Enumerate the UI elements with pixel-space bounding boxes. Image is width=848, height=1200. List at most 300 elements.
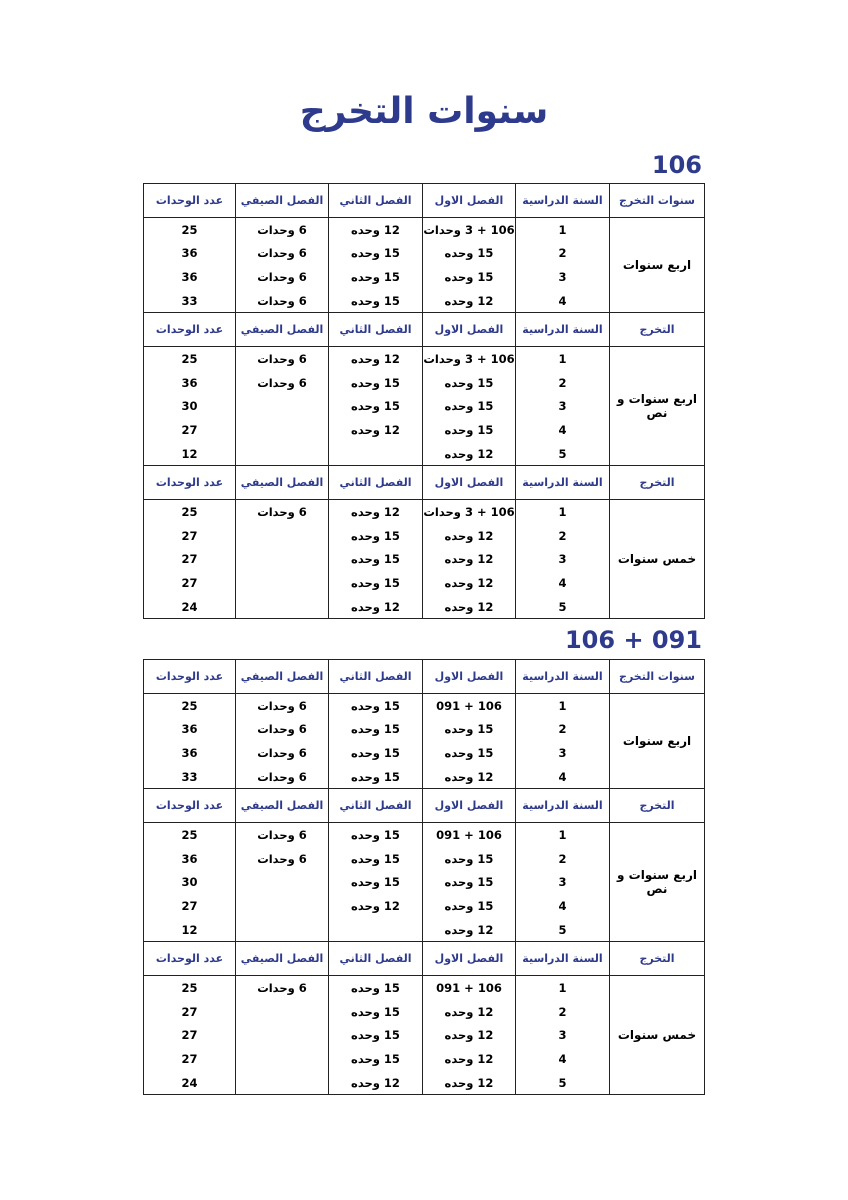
academic-year-cell-text: 3	[558, 399, 567, 414]
first-semester-cell	[423, 548, 516, 572]
first-semester-cell-text: 106 + 091	[436, 828, 502, 843]
units-total-cell-text: 27	[181, 1051, 198, 1066]
academic-year-cell	[516, 694, 610, 718]
summer-semester-header: الفصل الصيفي	[236, 789, 329, 823]
second-semester-cell	[329, 395, 423, 419]
second-semester-cell	[329, 718, 423, 742]
first-semester-cell-text: 12 وحده	[444, 446, 494, 461]
units-total-cell	[144, 442, 236, 466]
units-total-cell	[144, 524, 236, 548]
summer-semester-header: الفصل الصيفي	[236, 466, 329, 500]
units-total-cell	[144, 765, 236, 789]
graduation-duration-cell: اربع سنوات و نص	[610, 823, 705, 942]
academic-year-cell-text: 1	[558, 981, 567, 996]
first-semester-cell	[423, 741, 516, 765]
second-semester-cell	[329, 571, 423, 595]
second-semester-cell	[329, 218, 423, 242]
summer-semester-cell	[236, 1000, 329, 1024]
summer-semester-cell	[236, 847, 329, 871]
first-semester-cell	[423, 524, 516, 548]
first-semester-cell-text: 15 وحده	[444, 269, 494, 284]
units-total-header: عدد الوحدات	[144, 184, 236, 218]
academic-year-cell-text: 3	[558, 745, 567, 760]
second-semester-cell-text: 15 وحده	[351, 1028, 400, 1043]
second-semester-cell-text: 15 وحده	[351, 722, 400, 737]
first-semester-cell	[423, 823, 516, 847]
units-total-cell	[144, 548, 236, 572]
units-total-cell-text: 25	[181, 222, 198, 237]
first-semester-cell-text: 12 وحده	[444, 922, 494, 937]
first-semester-cell	[423, 1000, 516, 1024]
first-semester-cell	[423, 418, 516, 442]
summer-semester-cell	[236, 371, 329, 395]
units-total-cell-text: 36	[181, 745, 198, 760]
first-semester-cell	[423, 347, 516, 371]
first-semester-cell-text: 12 وحده	[444, 769, 494, 784]
academic-year-cell	[516, 548, 610, 572]
academic-year-cell	[516, 265, 610, 289]
units-total-cell-text: 25	[181, 505, 198, 520]
academic-year-cell	[516, 976, 610, 1000]
first-semester-cell	[423, 871, 516, 895]
summer-semester-cell	[236, 1024, 329, 1048]
second-semester-cell	[329, 871, 423, 895]
second-semester-cell	[329, 418, 423, 442]
second-semester-cell-text: 15 وحده	[351, 698, 400, 713]
units-total-cell	[144, 242, 236, 266]
units-total-cell	[144, 694, 236, 718]
second-semester-cell-text: 15 وحده	[351, 981, 400, 996]
second-semester-cell	[329, 976, 423, 1000]
graduation-duration-cell: اربع سنوات	[610, 694, 705, 789]
summer-semester-cell	[236, 418, 329, 442]
academic-year-cell	[516, 442, 610, 466]
first-semester-cell	[423, 500, 516, 524]
first-semester-cell-text: 15 وحده	[444, 722, 494, 737]
summer-semester-cell	[236, 741, 329, 765]
academic-year-cell	[516, 823, 610, 847]
academic-year-cell-text: 2	[558, 246, 567, 261]
academic-year-cell-text: 3	[558, 269, 567, 284]
second-semester-cell	[329, 442, 423, 466]
first-semester-cell	[423, 847, 516, 871]
units-total-cell	[144, 918, 236, 942]
academic-year-cell-text: 4	[558, 1051, 567, 1066]
academic-year-cell	[516, 1071, 610, 1095]
first-semester-cell	[423, 218, 516, 242]
academic-year-cell	[516, 1047, 610, 1071]
first-semester-header: الفصل الاول	[423, 789, 516, 823]
second-semester-cell-text: 15 وحده	[351, 552, 400, 567]
academic-year-header: السنة الدراسية	[516, 660, 610, 694]
header-row	[144, 660, 705, 694]
units-total-cell	[144, 1000, 236, 1024]
academic-year-cell-text: 2	[558, 375, 567, 390]
academic-year-cell-text: 4	[558, 769, 567, 784]
first-semester-cell-text: 15 وحده	[444, 246, 494, 261]
academic-year-header: السنة الدراسية	[516, 184, 610, 218]
first-semester-cell-text: 106 + 3 وحدات	[423, 222, 515, 237]
academic-year-header: السنة الدراسية	[516, 789, 610, 823]
first-semester-cell-text: 15 وحده	[444, 851, 494, 866]
summer-semester-cell-text: 6 وحدات	[257, 269, 307, 284]
academic-year-cell	[516, 741, 610, 765]
second-semester-cell-text: 15 وحده	[351, 745, 400, 760]
units-total-cell-text: 27	[181, 898, 198, 913]
graduation-duration-cell: اربع سنوات و نص	[610, 347, 705, 466]
second-semester-cell	[329, 918, 423, 942]
table-row	[144, 218, 705, 242]
first-semester-cell-text: 106 + 091	[436, 981, 502, 996]
second-semester-header: الفصل الثاني	[329, 466, 423, 500]
units-total-cell	[144, 847, 236, 871]
first-semester-cell	[423, 1024, 516, 1048]
summer-semester-cell	[236, 218, 329, 242]
table-row	[144, 500, 705, 524]
second-semester-cell-text: 15 وحده	[351, 828, 400, 843]
academic-year-cell-text: 4	[558, 422, 567, 437]
summer-semester-cell	[236, 289, 329, 313]
second-semester-cell-text: 15 وحده	[351, 269, 400, 284]
second-semester-header: الفصل الثاني	[329, 313, 423, 347]
first-semester-cell-text: 12 وحده	[444, 528, 494, 543]
summer-semester-cell	[236, 347, 329, 371]
second-semester-cell	[329, 1024, 423, 1048]
first-semester-cell-text: 12 وحده	[444, 1075, 494, 1090]
academic-year-cell-text: 4	[558, 293, 567, 308]
first-semester-cell-text: 106 + 091	[436, 698, 502, 713]
academic-year-cell-text: 3	[558, 875, 567, 890]
summer-semester-header: الفصل الصيفي	[236, 313, 329, 347]
academic-year-cell	[516, 242, 610, 266]
second-semester-cell	[329, 524, 423, 548]
units-total-cell	[144, 1071, 236, 1095]
units-total-cell	[144, 1024, 236, 1048]
academic-year-cell-text: 1	[558, 352, 567, 367]
second-semester-cell	[329, 289, 423, 313]
graduation-duration-header: التخرج	[610, 942, 705, 976]
second-semester-cell-text: 12 وحده	[351, 898, 400, 913]
units-total-header: عدد الوحدات	[144, 313, 236, 347]
second-semester-cell	[329, 371, 423, 395]
graduation-table	[143, 183, 705, 619]
header-row	[144, 466, 705, 500]
first-semester-cell-text: 12 وحده	[444, 1028, 494, 1043]
table-row	[144, 347, 705, 371]
summer-semester-cell	[236, 765, 329, 789]
summer-semester-cell	[236, 871, 329, 895]
summer-semester-cell	[236, 894, 329, 918]
first-semester-cell	[423, 595, 516, 619]
academic-year-cell	[516, 894, 610, 918]
second-semester-cell	[329, 1000, 423, 1024]
units-total-cell-text: 12	[181, 922, 198, 937]
summer-semester-cell	[236, 524, 329, 548]
summer-semester-cell-text: 6 وحدات	[257, 352, 307, 367]
academic-year-cell-text: 4	[558, 898, 567, 913]
units-total-cell-text: 24	[181, 599, 198, 614]
summer-semester-cell	[236, 395, 329, 419]
units-total-cell	[144, 265, 236, 289]
second-semester-cell-text: 12 وحده	[351, 352, 400, 367]
second-semester-header: الفصل الثاني	[329, 942, 423, 976]
second-semester-cell-text: 15 وحده	[351, 293, 400, 308]
second-semester-cell	[329, 765, 423, 789]
academic-year-cell-text: 1	[558, 222, 567, 237]
graduation-duration-header: سنوات التخرج	[610, 660, 705, 694]
second-semester-cell	[329, 823, 423, 847]
summer-semester-header: الفصل الصيفي	[236, 184, 329, 218]
second-semester-cell-text: 15 وحده	[351, 769, 400, 784]
first-semester-cell	[423, 1047, 516, 1071]
header-row	[144, 789, 705, 823]
second-semester-cell	[329, 1071, 423, 1095]
second-semester-cell	[329, 894, 423, 918]
table-row	[144, 976, 705, 1000]
summer-semester-cell	[236, 976, 329, 1000]
header-row	[144, 184, 705, 218]
second-semester-header: الفصل الثاني	[329, 660, 423, 694]
units-total-cell-text: 27	[181, 528, 198, 543]
units-total-cell	[144, 718, 236, 742]
second-semester-cell	[329, 595, 423, 619]
second-semester-cell-text: 15 وحده	[351, 399, 400, 414]
second-semester-cell-text: 15 وحده	[351, 1004, 400, 1019]
units-total-header: عدد الوحدات	[144, 660, 236, 694]
units-total-cell	[144, 289, 236, 313]
first-semester-cell-text: 15 وحده	[444, 875, 494, 890]
academic-year-cell	[516, 765, 610, 789]
summer-semester-cell	[236, 442, 329, 466]
units-total-cell	[144, 741, 236, 765]
first-semester-cell	[423, 918, 516, 942]
summer-semester-cell-text: 6 وحدات	[257, 293, 307, 308]
units-total-header: عدد الوحدات	[144, 942, 236, 976]
second-semester-cell	[329, 548, 423, 572]
academic-year-cell-text: 2	[558, 851, 567, 866]
graduation-duration-cell: خمس سنوات	[610, 976, 705, 1095]
second-semester-cell	[329, 694, 423, 718]
second-semester-cell	[329, 847, 423, 871]
units-total-cell	[144, 823, 236, 847]
units-total-cell-text: 27	[181, 552, 198, 567]
header-row	[144, 942, 705, 976]
first-semester-header: الفصل الاول	[423, 184, 516, 218]
first-semester-cell	[423, 371, 516, 395]
second-semester-cell-text: 15 وحده	[351, 528, 400, 543]
first-semester-cell	[423, 265, 516, 289]
units-total-cell	[144, 395, 236, 419]
units-total-cell-text: 36	[181, 722, 198, 737]
academic-year-cell	[516, 871, 610, 895]
academic-year-cell-text: 2	[558, 1004, 567, 1019]
summer-semester-cell	[236, 500, 329, 524]
first-semester-header: الفصل الاول	[423, 660, 516, 694]
academic-year-cell	[516, 1000, 610, 1024]
summer-semester-cell	[236, 918, 329, 942]
summer-semester-cell-text: 6 وحدات	[257, 722, 307, 737]
summer-semester-cell	[236, 595, 329, 619]
units-total-header: عدد الوحدات	[144, 789, 236, 823]
units-total-cell-text: 25	[181, 981, 198, 996]
summer-semester-cell	[236, 1047, 329, 1071]
first-semester-cell-text: 12 وحده	[444, 552, 494, 567]
first-semester-header: الفصل الاول	[423, 466, 516, 500]
units-total-cell-text: 36	[181, 269, 198, 284]
graduation-duration-header: التخرج	[610, 313, 705, 347]
academic-year-cell	[516, 524, 610, 548]
academic-year-cell-text: 3	[558, 1028, 567, 1043]
academic-year-cell-text: 4	[558, 575, 567, 590]
summer-semester-cell	[236, 694, 329, 718]
second-semester-cell-text: 12 وحده	[351, 422, 400, 437]
first-semester-cell-text: 15 وحده	[444, 422, 494, 437]
graduation-duration-cell: اربع سنوات	[610, 218, 705, 313]
academic-year-cell	[516, 218, 610, 242]
second-semester-cell-text: 12 وحده	[351, 505, 400, 520]
summer-semester-cell	[236, 1071, 329, 1095]
academic-year-cell	[516, 1024, 610, 1048]
graduation-duration-header: التخرج	[610, 466, 705, 500]
units-total-cell-text: 27	[181, 422, 198, 437]
section-heading: 106	[651, 151, 702, 179]
first-semester-cell	[423, 976, 516, 1000]
academic-year-cell-text: 2	[558, 722, 567, 737]
first-semester-cell	[423, 289, 516, 313]
second-semester-cell	[329, 741, 423, 765]
first-semester-header: الفصل الاول	[423, 942, 516, 976]
academic-year-cell-text: 1	[558, 698, 567, 713]
units-total-cell	[144, 595, 236, 619]
first-semester-cell-text: 106 + 3 وحدات	[423, 505, 515, 520]
academic-year-cell-text: 1	[558, 505, 567, 520]
summer-semester-cell	[236, 718, 329, 742]
academic-year-cell	[516, 289, 610, 313]
units-total-cell	[144, 1047, 236, 1071]
second-semester-cell-text: 15 وحده	[351, 375, 400, 390]
first-semester-cell	[423, 242, 516, 266]
first-semester-cell-text: 12 وحده	[444, 575, 494, 590]
section-heading: 106 + 091	[564, 626, 702, 654]
summer-semester-cell-text: 6 وحدات	[257, 851, 307, 866]
units-total-cell	[144, 347, 236, 371]
second-semester-cell	[329, 242, 423, 266]
academic-year-header: السنة الدراسية	[516, 942, 610, 976]
first-semester-cell	[423, 765, 516, 789]
units-total-cell	[144, 418, 236, 442]
second-semester-cell-text: 15 وحده	[351, 575, 400, 590]
academic-year-cell	[516, 718, 610, 742]
first-semester-cell	[423, 694, 516, 718]
first-semester-cell-text: 15 وحده	[444, 745, 494, 760]
summer-semester-cell-text: 6 وحدات	[257, 698, 307, 713]
first-semester-cell-text: 15 وحده	[444, 898, 494, 913]
second-semester-header: الفصل الثاني	[329, 789, 423, 823]
units-total-cell	[144, 500, 236, 524]
summer-semester-cell-text: 6 وحدات	[257, 769, 307, 784]
first-semester-header: الفصل الاول	[423, 313, 516, 347]
academic-year-cell-text: 5	[558, 922, 567, 937]
units-total-cell	[144, 894, 236, 918]
units-total-cell-text: 25	[181, 698, 198, 713]
academic-year-cell	[516, 595, 610, 619]
academic-year-cell-text: 1	[558, 828, 567, 843]
second-semester-cell	[329, 500, 423, 524]
summer-semester-cell-text: 6 وحدات	[257, 745, 307, 760]
academic-year-cell	[516, 347, 610, 371]
units-total-cell-text: 30	[181, 399, 198, 414]
second-semester-cell-text: 15 وحده	[351, 875, 400, 890]
units-total-cell-text: 24	[181, 1075, 198, 1090]
units-total-cell-text: 36	[181, 246, 198, 261]
graduation-duration-header: سنوات التخرج	[610, 184, 705, 218]
second-semester-header: الفصل الثاني	[329, 184, 423, 218]
units-total-header: عدد الوحدات	[144, 466, 236, 500]
summer-semester-cell-text: 6 وحدات	[257, 222, 307, 237]
units-total-cell-text: 12	[181, 446, 198, 461]
graduation-table	[143, 659, 705, 1095]
units-total-cell-text: 25	[181, 352, 198, 367]
units-total-cell-text: 27	[181, 575, 198, 590]
header-row	[144, 313, 705, 347]
first-semester-cell	[423, 894, 516, 918]
second-semester-cell	[329, 1047, 423, 1071]
summer-semester-cell	[236, 265, 329, 289]
graduation-duration-header: التخرج	[610, 789, 705, 823]
summer-semester-header: الفصل الصيفي	[236, 942, 329, 976]
academic-year-header: السنة الدراسية	[516, 313, 610, 347]
second-semester-cell-text: 12 وحده	[351, 222, 400, 237]
second-semester-cell-text: 15 وحده	[351, 246, 400, 261]
summer-semester-cell	[236, 571, 329, 595]
summer-semester-cell	[236, 242, 329, 266]
academic-year-cell-text: 5	[558, 446, 567, 461]
units-total-cell	[144, 976, 236, 1000]
first-semester-cell	[423, 718, 516, 742]
units-total-cell-text: 30	[181, 875, 198, 890]
second-semester-cell-text: 15 وحده	[351, 851, 400, 866]
academic-year-header: السنة الدراسية	[516, 466, 610, 500]
first-semester-cell	[423, 1071, 516, 1095]
second-semester-cell-text: 15 وحده	[351, 1051, 400, 1066]
academic-year-cell	[516, 418, 610, 442]
first-semester-cell	[423, 442, 516, 466]
first-semester-cell	[423, 395, 516, 419]
units-total-cell-text: 36	[181, 851, 198, 866]
units-total-cell-text: 33	[181, 293, 198, 308]
first-semester-cell-text: 12 وحده	[444, 1051, 494, 1066]
units-total-cell-text: 25	[181, 828, 198, 843]
first-semester-cell	[423, 571, 516, 595]
summer-semester-cell-text: 6 وحدات	[257, 981, 307, 996]
page-title: سنوات التخرج	[299, 91, 549, 132]
table-row	[144, 823, 705, 847]
units-total-cell-text: 33	[181, 769, 198, 784]
first-semester-cell-text: 12 وحده	[444, 293, 494, 308]
first-semester-cell-text: 15 وحده	[444, 399, 494, 414]
first-semester-cell-text: 12 وحده	[444, 599, 494, 614]
summer-semester-cell-text: 6 وحدات	[257, 375, 307, 390]
summer-semester-cell	[236, 823, 329, 847]
academic-year-cell-text: 5	[558, 599, 567, 614]
academic-year-cell	[516, 918, 610, 942]
academic-year-cell	[516, 500, 610, 524]
units-total-cell	[144, 571, 236, 595]
summer-semester-cell-text: 6 وحدات	[257, 246, 307, 261]
units-total-cell-text: 36	[181, 375, 198, 390]
academic-year-cell	[516, 847, 610, 871]
units-total-cell-text: 27	[181, 1028, 198, 1043]
